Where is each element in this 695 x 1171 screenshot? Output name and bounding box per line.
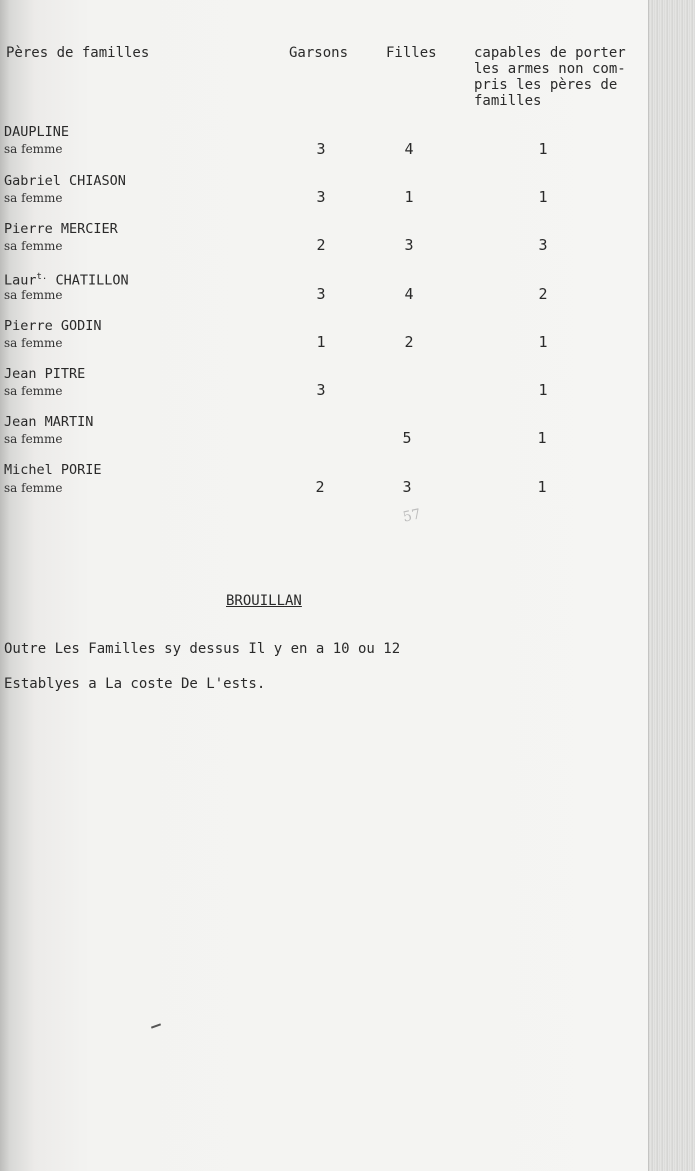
row-name: Jean MARTIN xyxy=(4,414,94,430)
garsons-value: 1 xyxy=(316,333,326,351)
row-name xyxy=(4,269,129,289)
paragraph-line-1: Outre Les Familles sy dessus Il y en a 10 ou 12 xyxy=(4,641,401,657)
page-mark: 57 xyxy=(401,506,423,526)
garsons-value: 3 xyxy=(316,285,326,303)
header-capables: capables de porter les armes non com-pris les pères de familles xyxy=(474,45,626,109)
row-sub: sa femme xyxy=(4,288,63,302)
row-name: Jean PITRE xyxy=(4,366,86,382)
filles-value: 3 xyxy=(402,478,412,496)
capables-value: 1 xyxy=(538,381,548,399)
capables-value: 1 xyxy=(538,333,548,351)
section-title: BROUILLAN xyxy=(226,593,302,609)
capables-value: 1 xyxy=(538,188,548,206)
header-filles: Filles xyxy=(386,45,437,61)
garsons-value: 3 xyxy=(316,140,326,158)
filles-value: 4 xyxy=(404,285,414,303)
row-sub: sa femme xyxy=(4,384,63,398)
row-sub: sa femme xyxy=(4,142,63,156)
garsons-value: 3 xyxy=(316,188,326,206)
capables-value: 1 xyxy=(537,478,547,496)
capables-value: 1 xyxy=(538,140,548,158)
row-name-prefix: Laur xyxy=(4,272,37,289)
row-name-superscript: t. xyxy=(36,272,48,282)
row-name: Pierre GODIN xyxy=(4,318,102,334)
header-peres: Pères de familles xyxy=(6,45,150,61)
header-garsons: Garsons xyxy=(289,45,349,61)
paragraph-line-2: Establyes a La coste De L'ests. xyxy=(4,676,266,692)
capables-value: 1 xyxy=(537,429,547,447)
row-sub: sa femme xyxy=(4,336,63,350)
garsons-value: 3 xyxy=(316,381,326,399)
row-sub: sa femme xyxy=(4,432,63,446)
row-sub: sa femme xyxy=(4,191,63,205)
row-sub: sa femme xyxy=(4,239,63,253)
filles-value: 4 xyxy=(404,140,414,158)
row-name-rest: CHATILLON xyxy=(47,272,129,289)
page-edge xyxy=(648,0,695,1171)
capables-value: 2 xyxy=(538,285,548,303)
capables-value: 3 xyxy=(538,236,548,254)
filles-value: 1 xyxy=(404,188,414,206)
filles-value: 2 xyxy=(404,333,414,351)
row-name: DAUPLINE xyxy=(4,124,70,140)
row-name: Gabriel CHIASON xyxy=(4,173,126,189)
stray-mark xyxy=(151,1023,161,1028)
row-name: Pierre MERCIER xyxy=(4,221,118,237)
garsons-value: 2 xyxy=(316,236,326,254)
row-name: Michel PORIE xyxy=(4,462,102,478)
filles-value: 5 xyxy=(402,429,412,447)
filles-value: 3 xyxy=(404,236,414,254)
garsons-value: 2 xyxy=(315,478,325,496)
row-sub: sa femme xyxy=(4,481,63,495)
